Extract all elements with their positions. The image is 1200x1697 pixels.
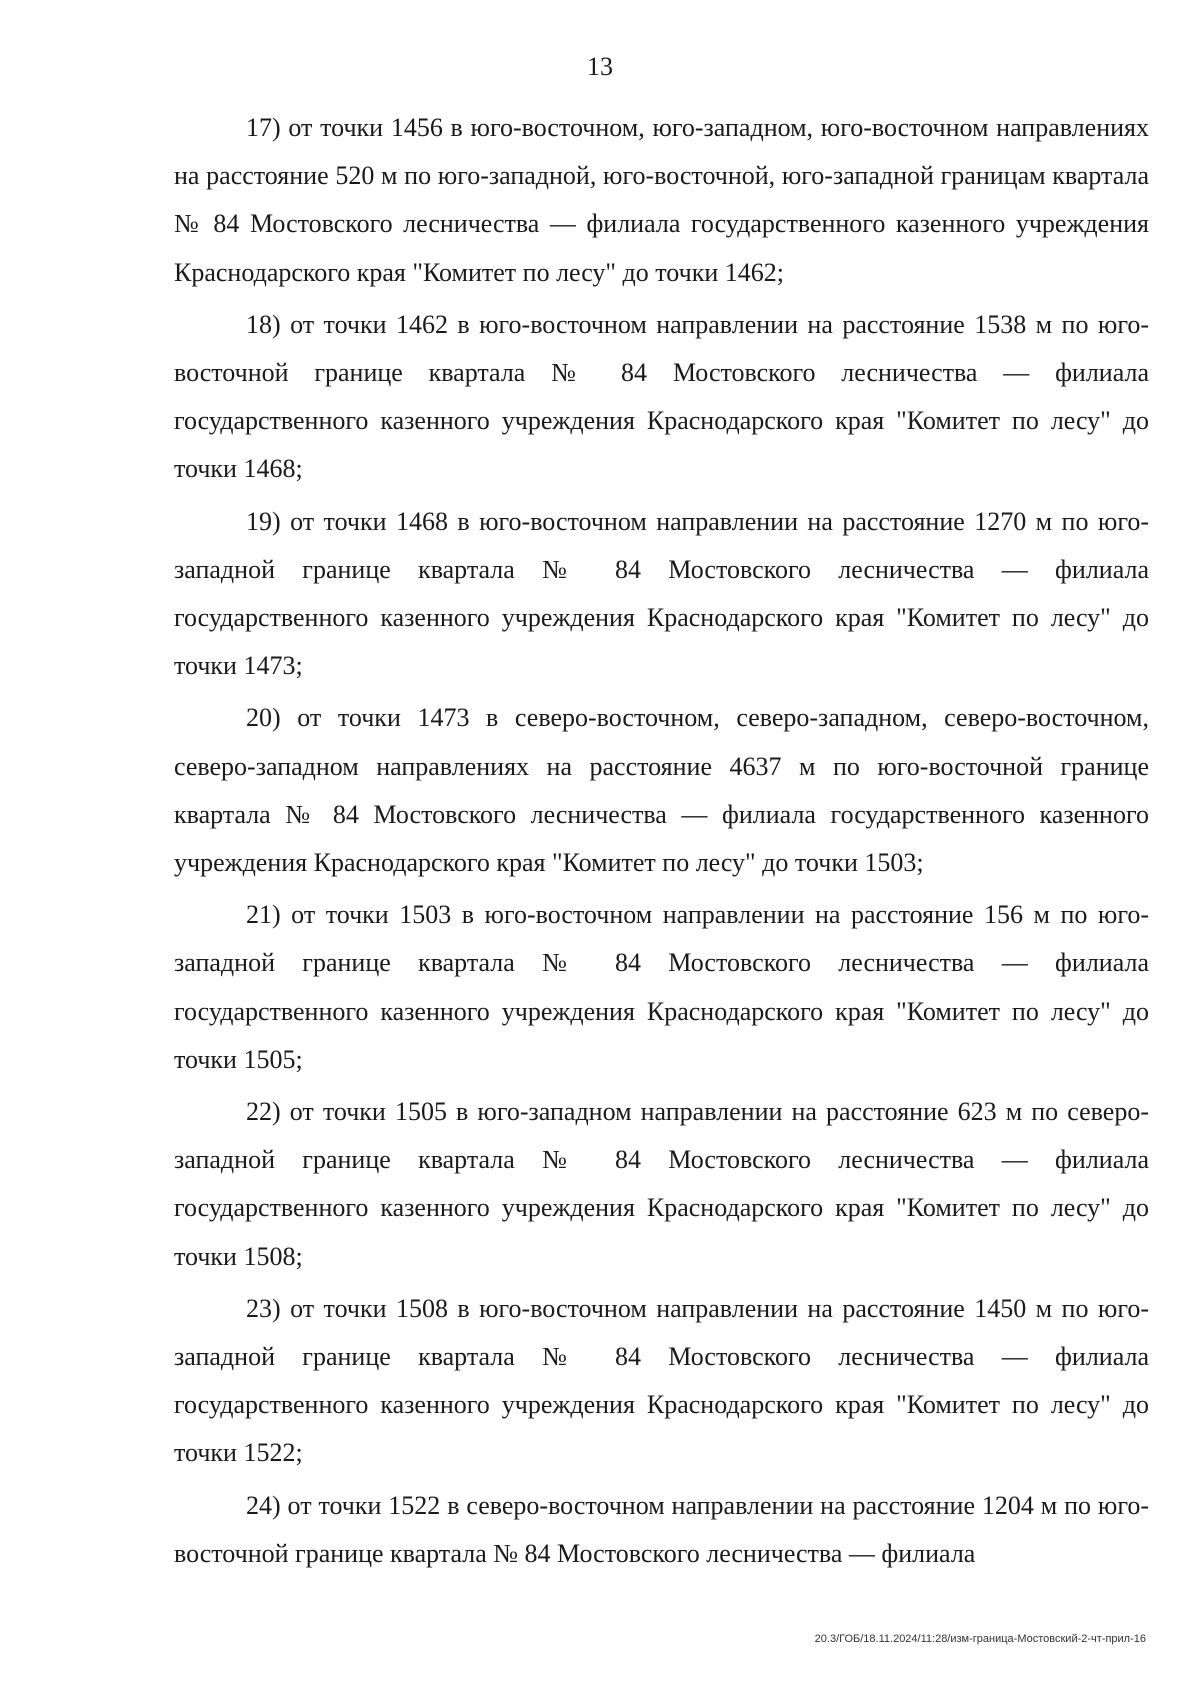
paragraph-17: 17) от точки 1456 в юго-восточном, юго-западном, юго-восточном направлениях на расстояние 520 м по юго-западной, юго-восточной, юго-западной границам квартала № 84 Мостовского лесничества — филиала государственного казенного учреждения Краснодарского края "Комитет по лесу" до точки 1462; bbox=[174, 113, 1149, 287]
paragraph-21: 21) от точки 1503 в юго-восточном направлении на расстояние 156 м по юго-западной границе квартала № 84 Мостовского лесничества — филиала государственного казенного учреждения Краснодарского края "Комитет по лесу" до точки 1505; bbox=[174, 900, 1149, 1074]
document-footer-code: 20.3/ГОБ/18.11.2024/11:28/изм-граница-Мостовский-2-чт-прил-16 bbox=[814, 1633, 1146, 1645]
document-body bbox=[174, 104, 1149, 1582]
page-number: 13 bbox=[587, 52, 613, 81]
paragraph-20: 20) от точки 1473 в северо-восточном, северо-западном, северо-восточном, северо-западном направлениях на расстояние 4637 м по юго-восточной границе квартала № 84 Мостовского лесничества — филиала государственного казенного учреждения Краснодарского края "Комитет по лесу" до точки 1503; bbox=[174, 703, 1149, 878]
paragraph-23: 23) от точки 1508 в юго-восточном направлении на расстояние 1450 м по юго-западной границе квартала № 84 Мостовского лесничества — филиала государственного казенного учреждения Краснодарского края "Комитет по лесу" до точки 1522; bbox=[174, 1293, 1149, 1468]
paragraph-24: 24) от точки 1522 в северо-восточном направлении на расстояние 1204 м по юго-восточной границе квартала № 84 Мостовского лесничества — филиала bbox=[174, 1490, 1149, 1568]
paragraph-22: 22) от точки 1505 в юго-западном направлении на расстояние 623 м по северо-западной границе квартала № 84 Мостовского лесничества — филиала государственного казенного учреждения Краснодарского края "Комитет по лесу" до точки 1508; bbox=[174, 1097, 1149, 1271]
paragraph-19: 19) от точки 1468 в юго-восточном направлении на расстояние 1270 м по юго-западной границе квартала № 84 Мостовского лесничества — филиала государственного казенного учреждения Краснодарского края "Комитет по лесу" до точки 1473; bbox=[174, 506, 1149, 681]
paragraph-18: 18) от точки 1462 в юго-восточном направлении на расстояние 1538 м по юго-восточной границе квартала № 84 Мостовского лесничества — филиала государственного казенного учреждения Краснодарского края "Комитет по лесу" до точки 1468; bbox=[174, 309, 1149, 484]
